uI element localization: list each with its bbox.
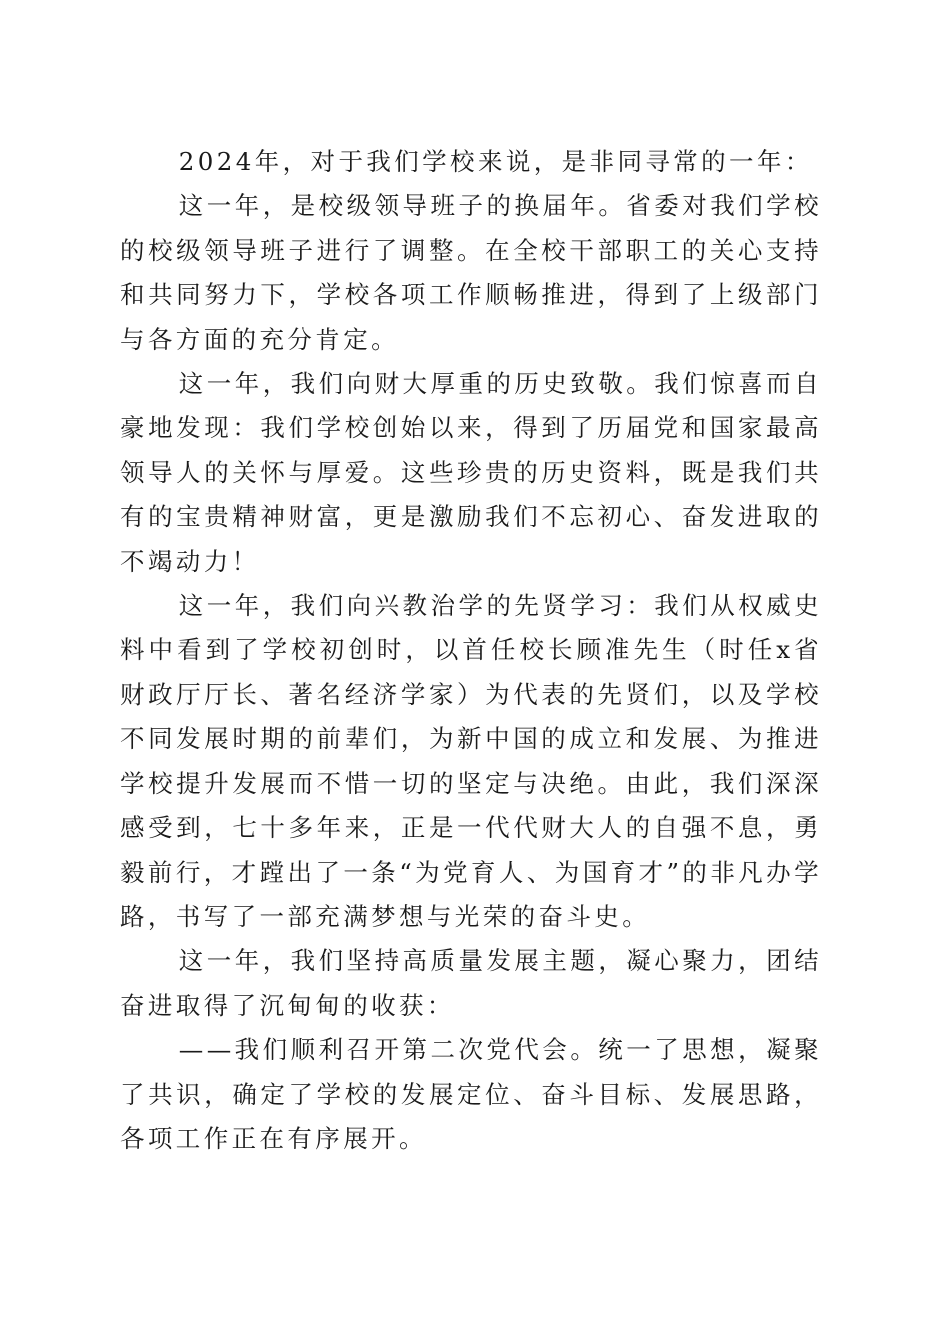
- document-body: [120, 140, 822, 1161]
- paragraph-predecessors: 这一年，我们向兴教治学的先贤学习：我们从权威史料中看到了学校初创时，以首任校长顾准先生（时任x省财政厅厅长、著名经济学家）为代表的先贤们，以及学校不同发展时期的前辈们，为新中国的成立和发展、为推进学校提升发展而不惜一切的坚定与决绝。由此，我们深深感受到，七十多年来，正是一代代财大人的自强不息，勇毅前行，才蹚出了一条“为党育人、为国育才”的非凡办学路，书写了一部充满梦想与光荣的奋斗史。: [120, 591, 822, 931]
- paragraph-intro: 2024年，对于我们学校来说，是非同寻常的一年：: [178, 147, 813, 176]
- paragraph-leadership-change: 这一年，是校级领导班子的换届年。省委对我们学校的校级领导班子进行了调整。在全校干部职工的关心支持和共同努力下，学校各项工作顺畅推进，得到了上级部门与各方面的充分肯定。: [120, 191, 822, 354]
- paragraph-development-theme: 这一年，我们坚持高质量发展主题，凝心聚力，团结奋进取得了沉甸甸的收获：: [120, 946, 822, 1020]
- paragraph-party-congress: ——我们顺利召开第二次党代会。统一了思想，凝聚了共识，确定了学校的发展定位、奋斗目标、发展思路，各项工作正在有序展开。: [120, 1035, 822, 1153]
- paragraph-history-tribute: 这一年，我们向财大厚重的历史致敬。我们惊喜而自豪地发现：我们学校创始以来，得到了历届党和国家最高领导人的关怀与厚爱。这些珍贵的历史资料，既是我们共有的宝贵精神财富，更是激励我们不忘初心、奋发进取的不竭动力！: [120, 369, 822, 576]
